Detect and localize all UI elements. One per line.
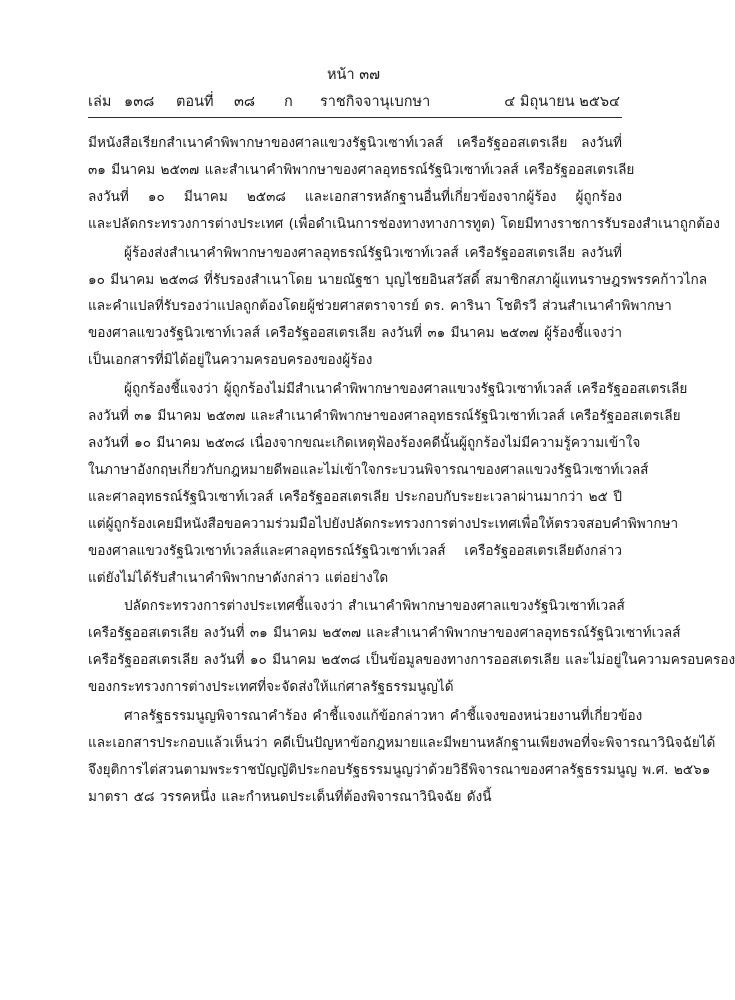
- gazette-header: [88, 90, 620, 112]
- section-number: ๓๘: [234, 94, 256, 110]
- text-line: ผู้ถูกร้องชี้แจงว่า ผู้ถูกร้องไม่มีสำเนาคำพิพากษาของศาลแขวงรัฐนิวเซาท์เวลส์ เครือรัฐออสเตรเลีย: [124, 381, 688, 398]
- volume-label: เล่ม: [88, 94, 112, 110]
- text-line: แต่ผู้ถูกร้องเคยมีหนังสือขอความร่วมมือไปยังปลัดกระทรวงการต่างประเทศเพื่อให้ตรวจสอบคำพิพากษา: [88, 515, 679, 532]
- text-line: เป็นเอกสารที่มิได้อยู่ในความครอบครองของผู้ร้อง: [88, 352, 373, 369]
- text-line: เครือรัฐออสเตรเลีย ลงวันที่ ๓๑ มีนาคม ๒๕๓๗ และสำเนาคำพิพากษาของศาลอุทธรณ์รัฐนิวเซาท์เวลส์: [88, 625, 681, 642]
- publication-name: ราชกิจจานุเบกษา: [320, 94, 431, 110]
- paragraph: [88, 593, 735, 701]
- paragraph: [88, 130, 720, 238]
- text-line: มาตรา ๕๘ วรรคหนึ่ง และกำหนดประเด็นที่ต้องพิจารณาวินิจฉัย ดังนี้: [88, 788, 492, 805]
- text-line: มีหนังสือเรียกสำเนาคำพิพากษาของศาลแขวงรัฐนิวเซาท์เวลส์ เครือรัฐออสเตรเลีย ลงวันที่: [88, 135, 622, 151]
- text-line: ในภาษาอังกฤษเกี่ยวกับกฎหมายดีพอและไม่เข้าใจกระบวนพิจารณาของศาลแขวงรัฐนิวเซาท์เวลส์: [88, 461, 649, 478]
- text-line: ลงวันที่ ๓๑ มีนาคม ๒๕๓๗ และสำเนาคำพิพากษาของศาลอุทธรณ์รัฐนิวเซาท์เวลส์ เครือรัฐออสเตรเลีย: [88, 408, 681, 425]
- text-line: แต่ยังไม่ได้รับสำเนาคำพิพากษาดังกล่าว แต่อย่างใด: [88, 569, 389, 586]
- document-body: [88, 130, 735, 813]
- page-number: หน้า ๓๗: [326, 67, 381, 83]
- text-line: จึงยุติการไต่สวนตามพระราชบัญญัติประกอบรัฐธรรมนูญว่าด้วยวิธีพิจารณาของศาลรัฐธรรมนูญ พ.ศ. ๒๕๖๑: [88, 761, 711, 778]
- section-label: ตอนที่: [176, 94, 214, 110]
- text-line: และคำแปลที่รับรองว่าแปลถูกต้องโดยผู้ช่วยศาสตราจารย์ ดร. คารินา โชติรวี ส่วนสำเนาคำพิพากษา: [88, 298, 672, 315]
- text-line: และศาลอุทธรณ์รัฐนิวเซาท์เวลส์ เครือรัฐออสเตรเลีย ประกอบกับระยะเวลาผ่านมากว่า ๒๕ ปี: [88, 488, 622, 505]
- section-suffix: ก: [284, 94, 293, 110]
- text-line: ๑๐ มีนาคม ๒๕๓๘ ที่รับรองสำเนาโดย นายณัฐชา บุญไชยอินสวัสดิ์ สมาชิกสภาผู้แทนราษฎรพรรคก้าวไกล: [88, 271, 708, 288]
- text-line: ของกระทรวงการต่างประเทศที่จะจัดส่งให้แก่ศาลรัฐธรรมนูญได้: [88, 679, 454, 696]
- paragraph: [88, 376, 688, 591]
- paragraph: [88, 240, 708, 375]
- volume-number: ๑๓๘: [124, 94, 155, 110]
- publication-date: ๔ มิถุนายน ๒๕๖๔: [504, 94, 620, 110]
- text-line: ลงวันที่ ๑๐ มีนาคม ๒๕๓๘ เนื่องจากขณะเกิดเหตุฟ้องร้องคดีนั้นผู้ถูกร้องไม่มีความรู้ความเข้าใจ: [88, 434, 641, 451]
- text-line: ของศาลแขวงรัฐนิวเซาท์เวลส์ เครือรัฐออสเตรเลีย ลงวันที่ ๓๑ มีนาคม ๒๕๓๗ ผู้ร้องชี้แจงว่า: [88, 325, 622, 342]
- text-line: ผู้ร้องส่งสำเนาคำพิพากษาของศาลอุทธรณ์รัฐนิวเซาท์เวลส์ เครือรัฐออสเตรเลีย ลงวันที่: [124, 244, 622, 261]
- text-line: ศาลรัฐธรรมนูญพิจารณาคำร้อง คำชี้แจงแก้ข้อกล่าวหา คำชี้แจงของหน่วยงานที่เกี่ยวข้อง: [124, 708, 643, 725]
- text-line: และเอกสารประกอบแล้วเห็นว่า คดีเป็นปัญหาข้อกฎหมายและมีพยานหลักฐานเพียงพอที่จะพิจารณาวินิจฉัยได้: [88, 734, 716, 751]
- paragraph: [88, 703, 716, 811]
- text-line: ลงวันที่ ๑๐ มีนาคม ๒๕๓๘ และเอกสารหลักฐานอื่นที่เกี่ยวข้องจากผู้ร้อง ผู้ถูกร้อง: [88, 188, 622, 205]
- text-line: ปลัดกระทรวงการต่างประเทศชี้แจงว่า สำเนาคำพิพากษาของศาลแขวงรัฐนิวเซาท์เวลส์: [124, 598, 625, 615]
- text-line: ๓๑ มีนาคม ๒๕๓๗ และสำเนาคำพิพากษาของศาลอุทธรณ์รัฐนิวเซาท์เวลส์ เครือรัฐออสเตรเลีย: [88, 161, 635, 178]
- text-line: เครือรัฐออสเตรเลีย ลงวันที่ ๑๐ มีนาคม ๒๕๓๘ เป็นข้อมูลของทางการออสเตรเลีย และไม่อยู่ในความครอบครอง: [88, 652, 735, 669]
- header-divider: [88, 117, 622, 118]
- text-line: ของศาลแขวงรัฐนิวเซาท์เวลส์และศาลอุทธรณ์รัฐนิวเซาท์เวลส์ เครือรัฐออสเตรเลียดังกล่าว: [88, 542, 622, 559]
- text-line: และปลัดกระทรวงการต่างประเทศ (เพื่อดำเนินการช่องทางทางการทูต) โดยมีทางราชการรับรองสำเนาถูกต้อง: [88, 215, 720, 232]
